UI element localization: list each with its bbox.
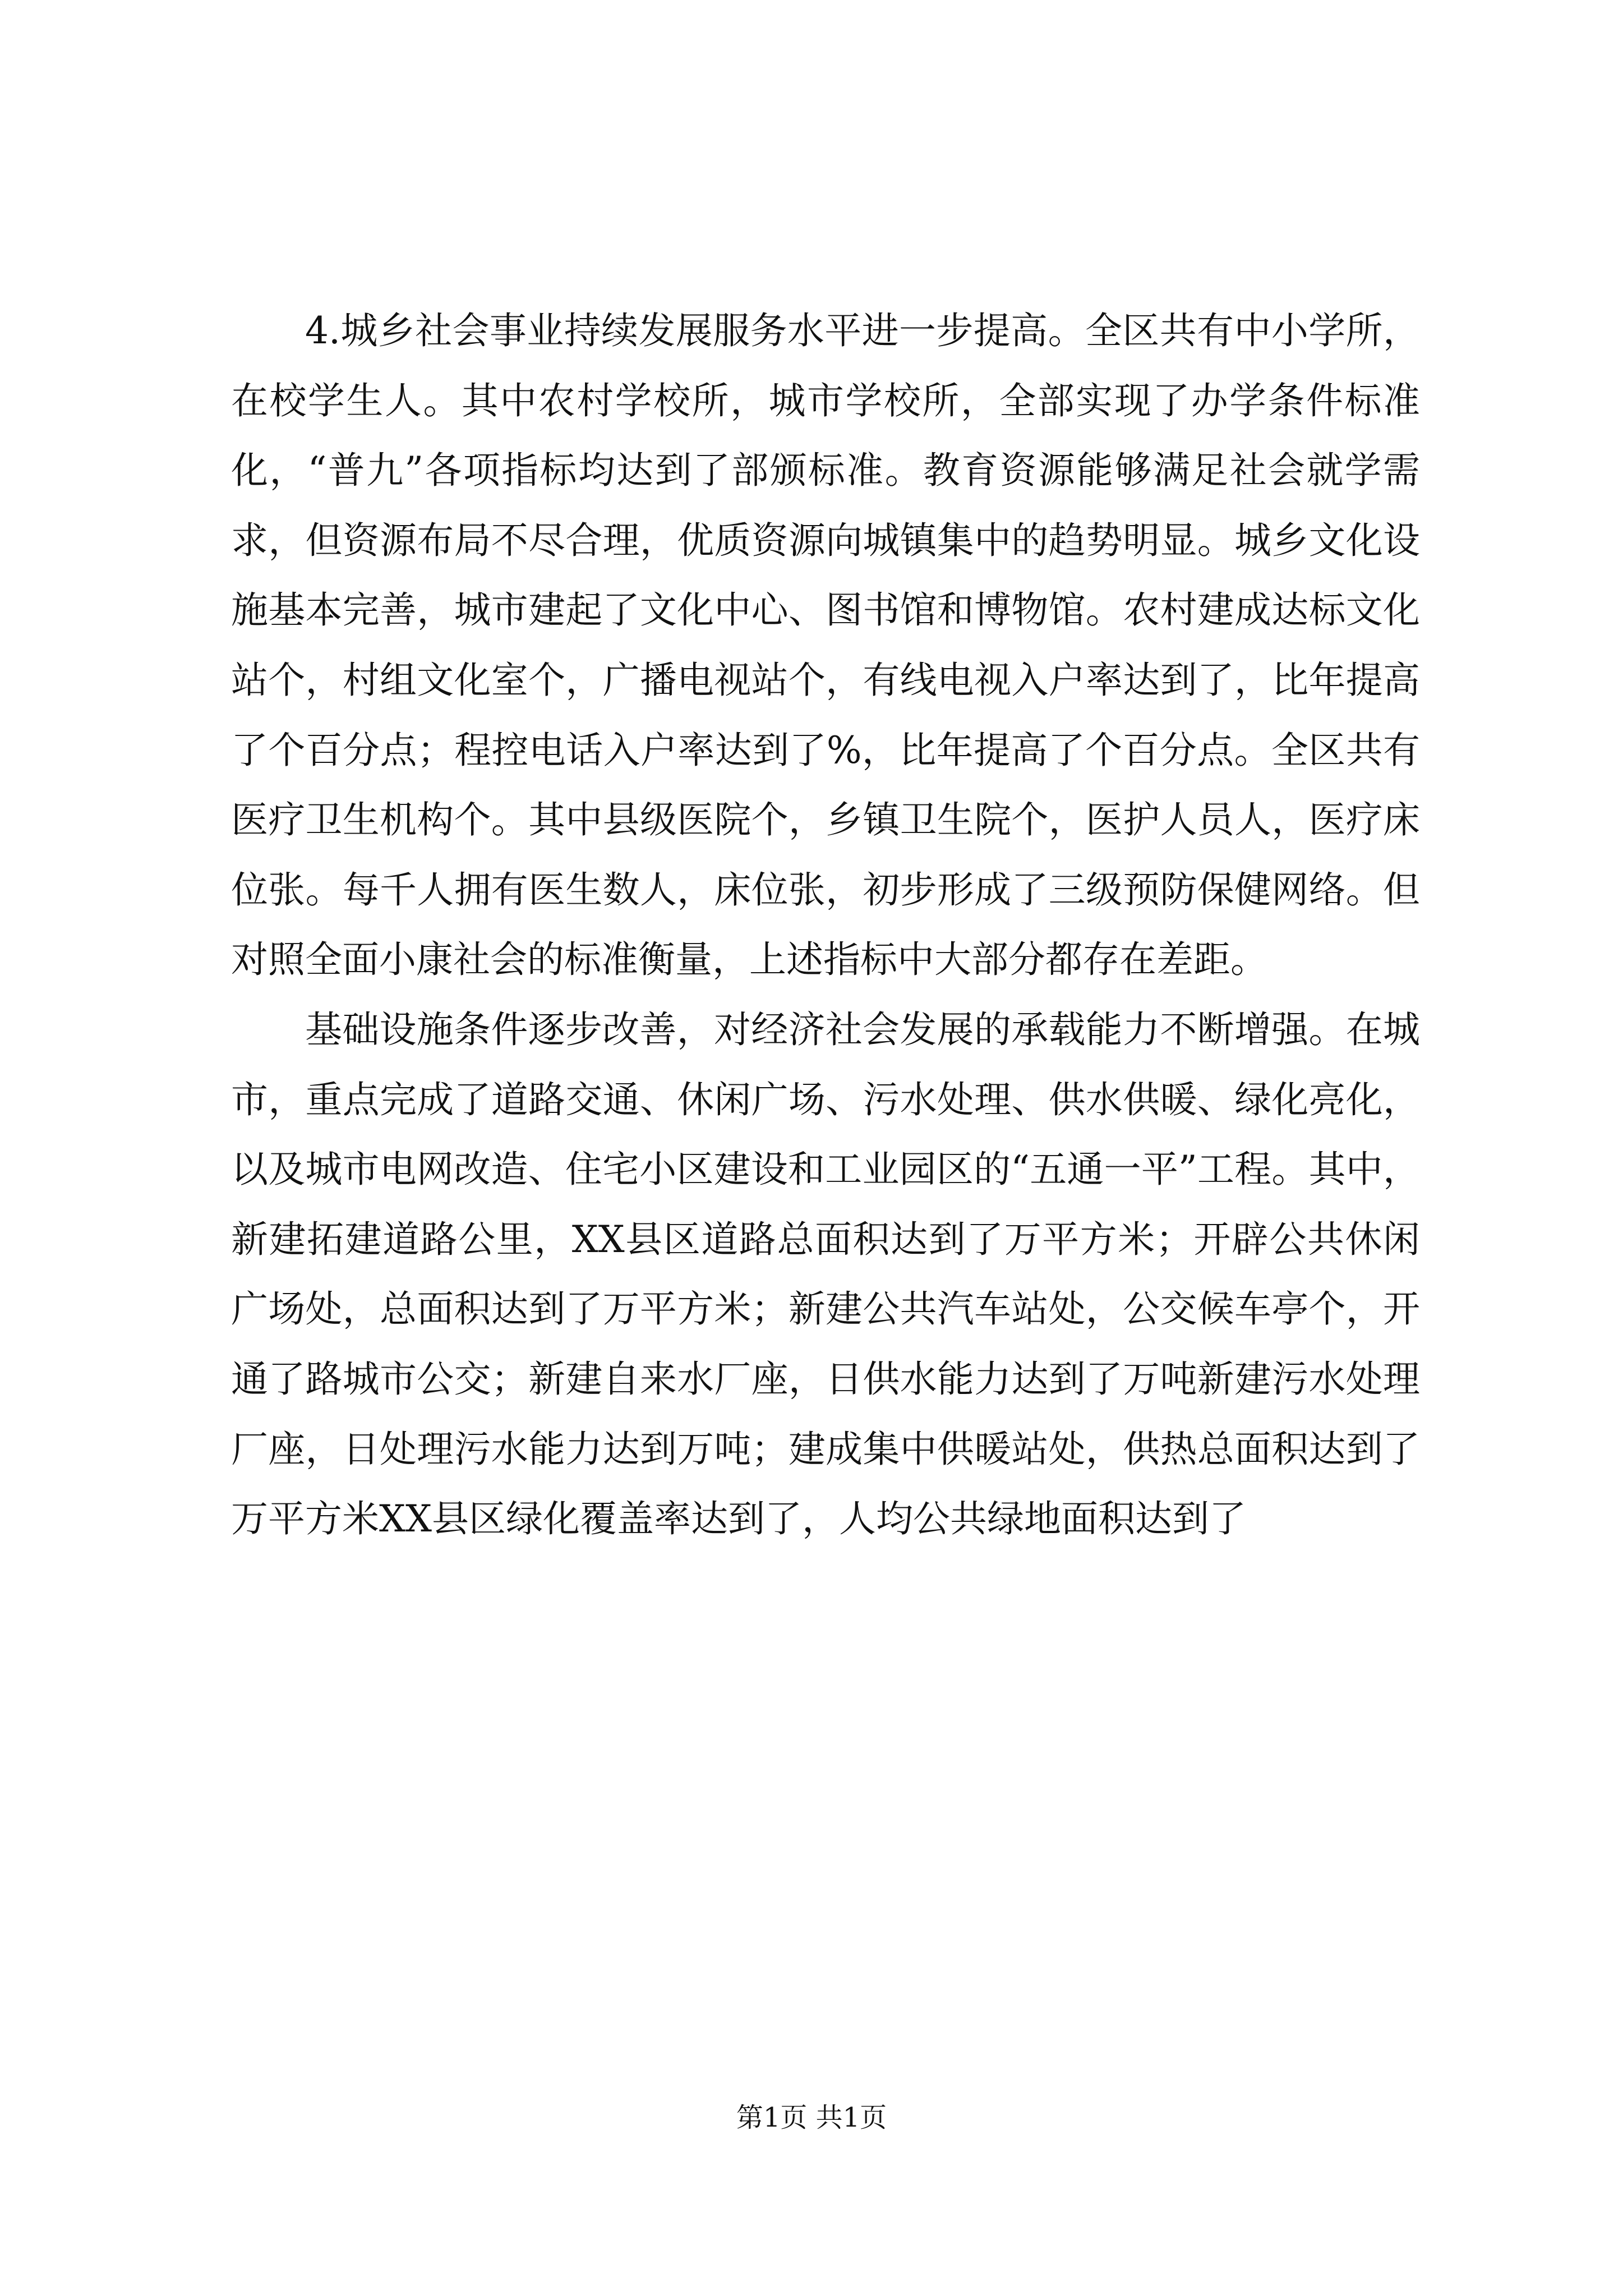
paragraph-social-services: 4.城乡社会事业持续发展服务水平进一步提高。全区共有中小学所，在校学生人。其中农村学校所，城市学校所，全部实现了办学条件标准化，“普九”各项指标均达到了部颁标准。教育资源能够满足社会就学需求，但资源布局不尽合理，优质资源向城镇集中的趋势明显。城乡文化设施基本完善，城市建起了文化中心、图书馆和博物馆。农村建成达标文化站个，村组文化室个，广播电视站个，有线电视入户率达到了，比年提高了个百分点；程控电话入户率达到了%，比年提高了个百分点。全区共有医疗卫生机构个。其中县级医院个，乡镇卫生院个，医护人员人，医疗床位张。每千人拥有医生数人，床位张，初步形成了三级预防保健网络。但对照全面小康社会的标准衡量，上述指标中大部分都存在差距。 — [231, 309, 1420, 982]
document-body — [231, 296, 1420, 1554]
paragraph-infrastructure: 基础设施条件逐步改善，对经济社会发展的承载能力不断增强。在城市，重点完成了道路交通、休闲广场、污水处理、供水供暖、绿化亮化，以及城市电网改造、住宅小区建设和工业园区的“五通一平”工程。其中，新建拓建道路公里，XX县区道路总面积达到了万平方米；开辟公共休闲广场处，总面积达到了万平方米；新建公共汽车站处，公交候车亭个，开通了路城市公交；新建自来水厂座，日供水能力达到了万吨新建污水处理厂座，日处理污水能力达到万吨；建成集中供暖站处，供热总面积达到了万平方米XX县区绿化覆盖率达到了，人均公共绿地面积达到了 — [231, 1007, 1420, 1541]
page-footer: 第1页 共1页 — [736, 2102, 887, 2133]
